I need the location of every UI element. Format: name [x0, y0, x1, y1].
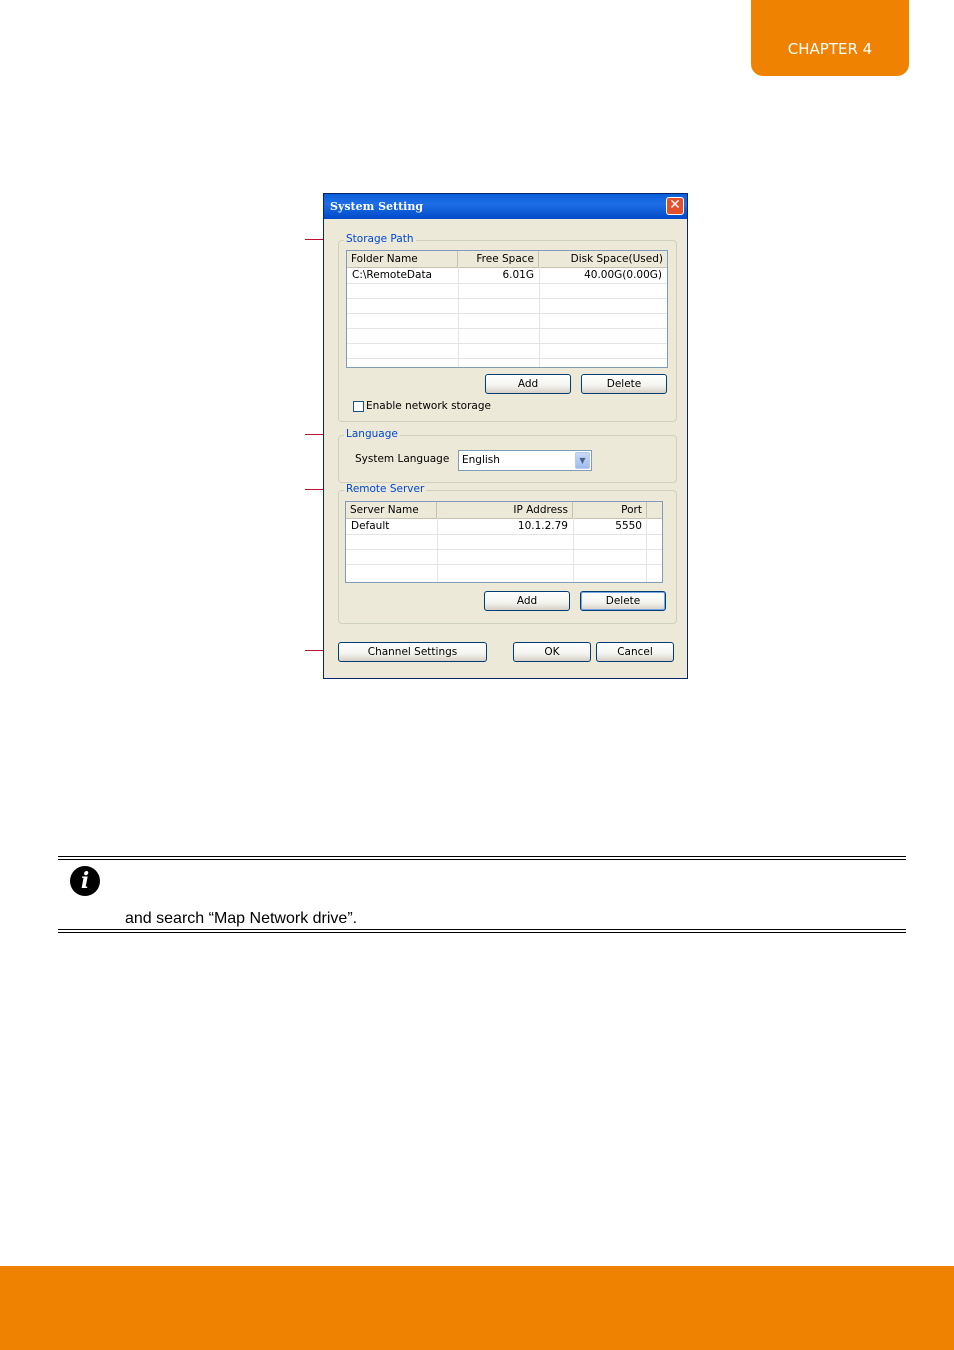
- table-row-empty: [347, 343, 667, 359]
- chapter-tab: [751, 0, 909, 76]
- table-row-empty: [347, 313, 667, 329]
- note-top-rule: [58, 856, 906, 857]
- system-setting-dialog: [323, 193, 688, 679]
- system-language-select[interactable]: [458, 450, 592, 471]
- ok-button[interactable]: OK: [513, 642, 591, 662]
- remote-delete-button[interactable]: Delete: [580, 591, 666, 611]
- footer-bar: [0, 1266, 954, 1350]
- storage-add-button[interactable]: Add: [485, 374, 571, 394]
- ip-address-cell: 10.1.2.79: [517, 520, 568, 532]
- chapter-label: CHAPTER 4: [787, 40, 873, 58]
- language-group: [338, 428, 677, 483]
- chevron-down-icon[interactable]: ▼: [575, 452, 590, 469]
- dialog-titlebar[interactable]: [324, 194, 687, 219]
- table-row-empty: [347, 298, 667, 314]
- port-cell: 5550: [615, 520, 642, 532]
- storage-delete-button[interactable]: Delete: [581, 374, 667, 394]
- note-bottom-rule: [58, 932, 906, 933]
- column-disk-space[interactable]: Disk Space(Used): [570, 253, 663, 265]
- column-port[interactable]: Port: [573, 502, 647, 518]
- server-name-cell: Default: [351, 520, 390, 532]
- folder-name-cell: C:\RemoteData: [352, 269, 432, 281]
- storage-path-group: [338, 233, 677, 422]
- close-icon[interactable]: ✕: [666, 197, 684, 215]
- column-ip-address[interactable]: IP Address: [437, 502, 573, 518]
- system-language-value: English: [462, 454, 500, 466]
- storage-list[interactable]: [346, 250, 668, 368]
- network-storage-checkbox[interactable]: [353, 401, 364, 412]
- column-free-space[interactable]: Free Space: [458, 251, 539, 267]
- system-language-label: System Language: [355, 453, 450, 465]
- storage-path-label: Storage Path: [346, 233, 414, 245]
- table-row-empty: [346, 564, 662, 579]
- note-text: and search “Map Network drive”.: [125, 910, 358, 927]
- column-folder-name[interactable]: Folder Name: [347, 251, 458, 267]
- column-server-name[interactable]: Server Name: [346, 502, 437, 518]
- info-icon: i: [70, 866, 100, 896]
- disk-space-cell: 40.00G(0.00G): [584, 269, 662, 281]
- remote-server-list[interactable]: [345, 501, 663, 583]
- table-row-empty: [347, 283, 667, 299]
- note-bottom-rule: [58, 929, 906, 930]
- remote-server-group: [338, 483, 677, 624]
- remote-add-button[interactable]: Add: [484, 591, 570, 611]
- note-top-rule: [58, 859, 906, 860]
- language-label: Language: [346, 428, 398, 440]
- table-row-empty: [346, 534, 662, 550]
- table-row[interactable]: [346, 519, 662, 535]
- dialog-title: System Setting: [330, 200, 424, 213]
- remote-list-header: [346, 502, 662, 519]
- table-row-empty: [346, 549, 662, 565]
- channel-settings-button[interactable]: Channel Settings: [338, 642, 487, 662]
- network-storage-label[interactable]: Enable network storage: [366, 400, 491, 412]
- remote-server-label: Remote Server: [346, 483, 425, 495]
- table-row[interactable]: [347, 268, 667, 284]
- free-space-cell: 6.01G: [502, 269, 534, 281]
- cancel-button[interactable]: Cancel: [596, 642, 674, 662]
- storage-list-header: [347, 251, 667, 268]
- table-row-empty: [347, 328, 667, 344]
